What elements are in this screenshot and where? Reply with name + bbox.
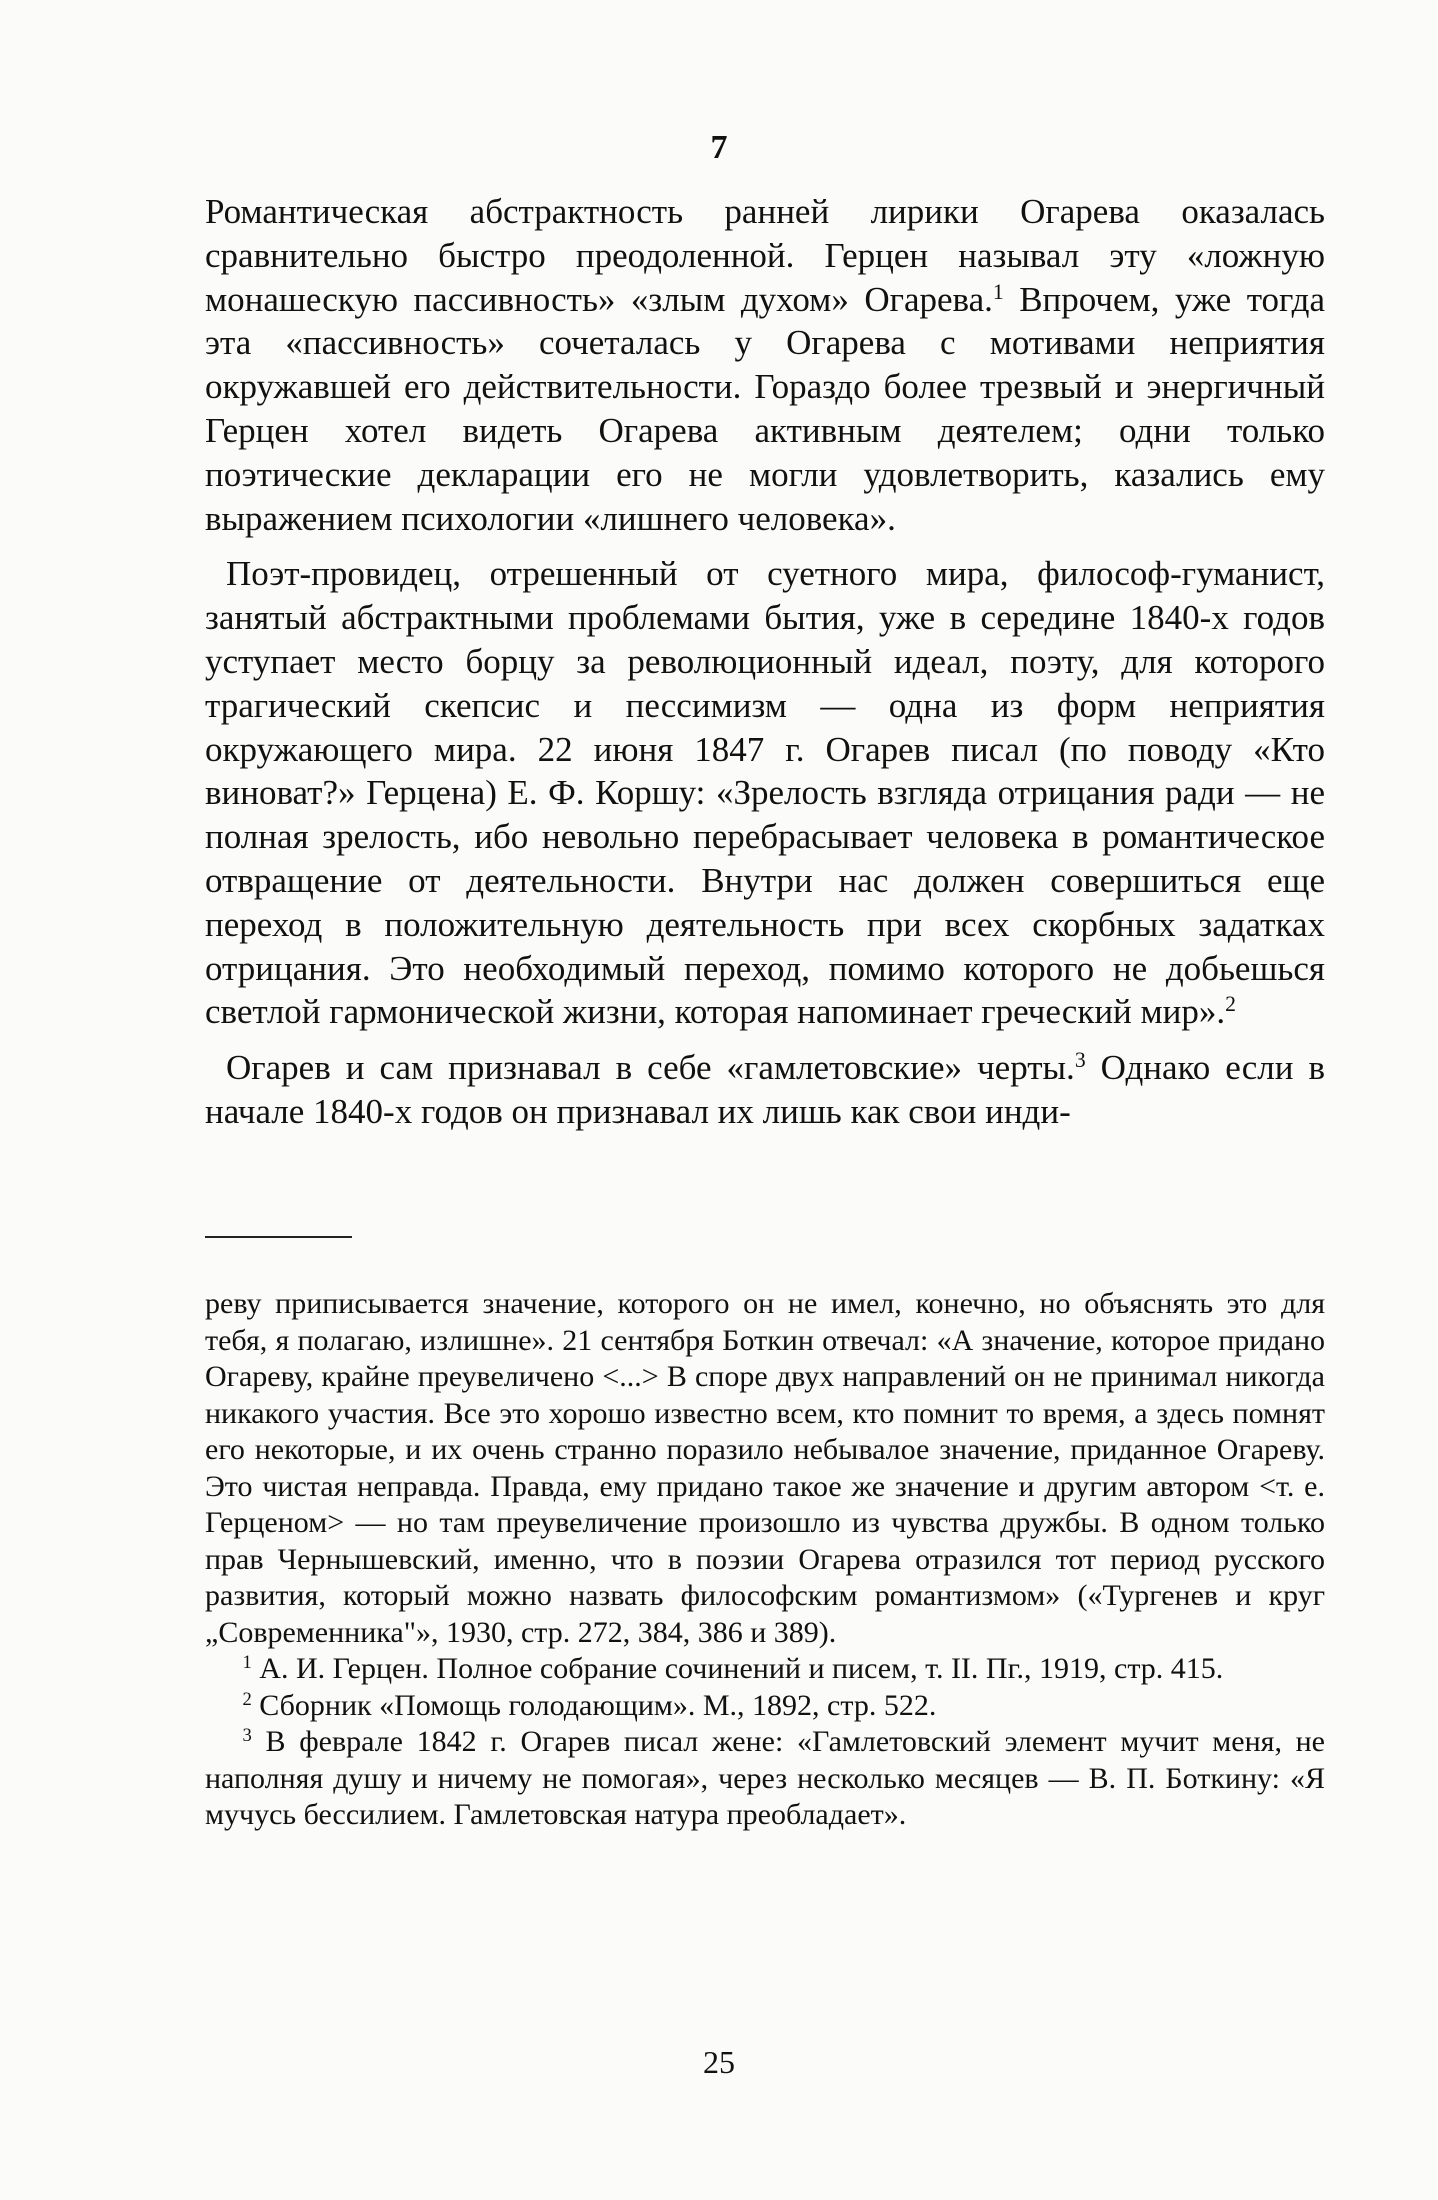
footnote	[205, 1724, 1325, 1834]
page-number: 25	[703, 2044, 735, 2080]
paragraph	[205, 552, 1325, 1034]
footnote-ref: 2	[1225, 992, 1237, 1017]
footnote-mark: 2	[242, 1688, 252, 1710]
footnotes	[205, 1286, 1325, 1834]
paragraph-text-cont: Впрочем, уже тогда эта «пассивность» сочеталась у Огарева с мотивами неприятия окружавшей его действительности. Гораздо более трезвый и энергичный Герцен хотел видеть Огарева активным деятелем; одни только поэтические декларации его не могли удовлетворить, казались ему выражением психологии «лишнего человека».	[205, 279, 1325, 538]
paragraph-text: Огарев и сам признавал в себе «гамлетовские» черты.	[226, 1048, 1075, 1088]
footnote	[205, 1651, 1325, 1688]
paragraph-text: Романтическая абстрактность ранней лирики Огарева оказалась сравнительно быстро преодоленной. Герцен называл эту «ложную монашескую пассивность» «злым духом» Огарева.	[205, 192, 1325, 319]
paragraph-text-cont: Однако если в начале 1840-х годов он признавал их лишь как свои инди-	[205, 1048, 1325, 1131]
paragraph	[205, 1046, 1325, 1134]
footnote-separator	[205, 1236, 352, 1238]
footnote	[205, 1688, 1325, 1725]
footnote-mark: 3	[242, 1724, 252, 1746]
paragraph	[205, 190, 1325, 540]
footnote-ref: 1	[992, 279, 1004, 304]
footnote-text: Сборник «Помощь голодающим». М., 1892, стр. 522.	[251, 1688, 937, 1722]
footnote-mark: 1	[242, 1651, 252, 1673]
footnote-text: А. И. Герцен. Полное собрание сочинений и писем, т. II. Пг., 1919, стр. 415.	[251, 1652, 1224, 1685]
footnote-text: В феврале 1842 г. Огарев писал жене: «Гамлетовский элемент мучит меня, не наполняя душу и ничему не помогая», через несколько месяцев — В. П. Боткину: «Я мучусь бессилием. Гамлетовская натура преобладает».	[205, 1725, 1325, 1831]
paragraph-text: Поэт-провидец, отрешенный от суетного мира, философ-гуманист, занятый абстрактными проблемами бытия, уже в середине 1840-х годов уступает место борцу за революционный идеал, поэту, для которого трагический скепсис и пессимизм — одна из форм неприятия окружающего мира. 22 июня 1847 г. Огарев писал (по поводу «Кто виноват?» Герцена) Е. Ф. Коршу: «Зрелость взгляда отрицания ради — не полная зрелость, ибо невольно перебрасывает человека в романтическое отвращение от деятельности. Внутри нас должен совершиться еще переход в положительную деятельность при всех скорбных задатках отрицания. Это необходимый переход, помимо которого не добьешься светлой гармонической жизни, которая напоминает греческий мир».	[205, 554, 1325, 1032]
main-text	[205, 190, 1325, 1146]
section-number: 7	[710, 129, 728, 166]
footnote-continuation: реву приписывается значение, которого он не имел, конечно, но объяснять это для тебя, я полагаю, излишне». 21 сентября Боткин отвечал: «А значение, которое придано Огареву, крайне преувеличено <...> В споре двух направлений он не принимал никогда никакого участия. Все это хорошо известно всем, кто помнит то время, а здесь помнят его некоторые, и их очень странно поразило небывалое значение, приданное Огареву. Это чистая неправда. Правда, ему придано такое же значение и другим автором <т. е. Герценом> — но там преувеличение произошло из чувства дружбы. В одном только прав Чернышевский, именно, что в поэзии Огарева отразился тот период русского развития, который можно назвать философским романтизмом» («Тургенев и круг „Современника"», 1930, стр. 272, 384, 386 и 389).	[205, 1287, 1325, 1649]
footnote-ref: 3	[1074, 1048, 1086, 1073]
